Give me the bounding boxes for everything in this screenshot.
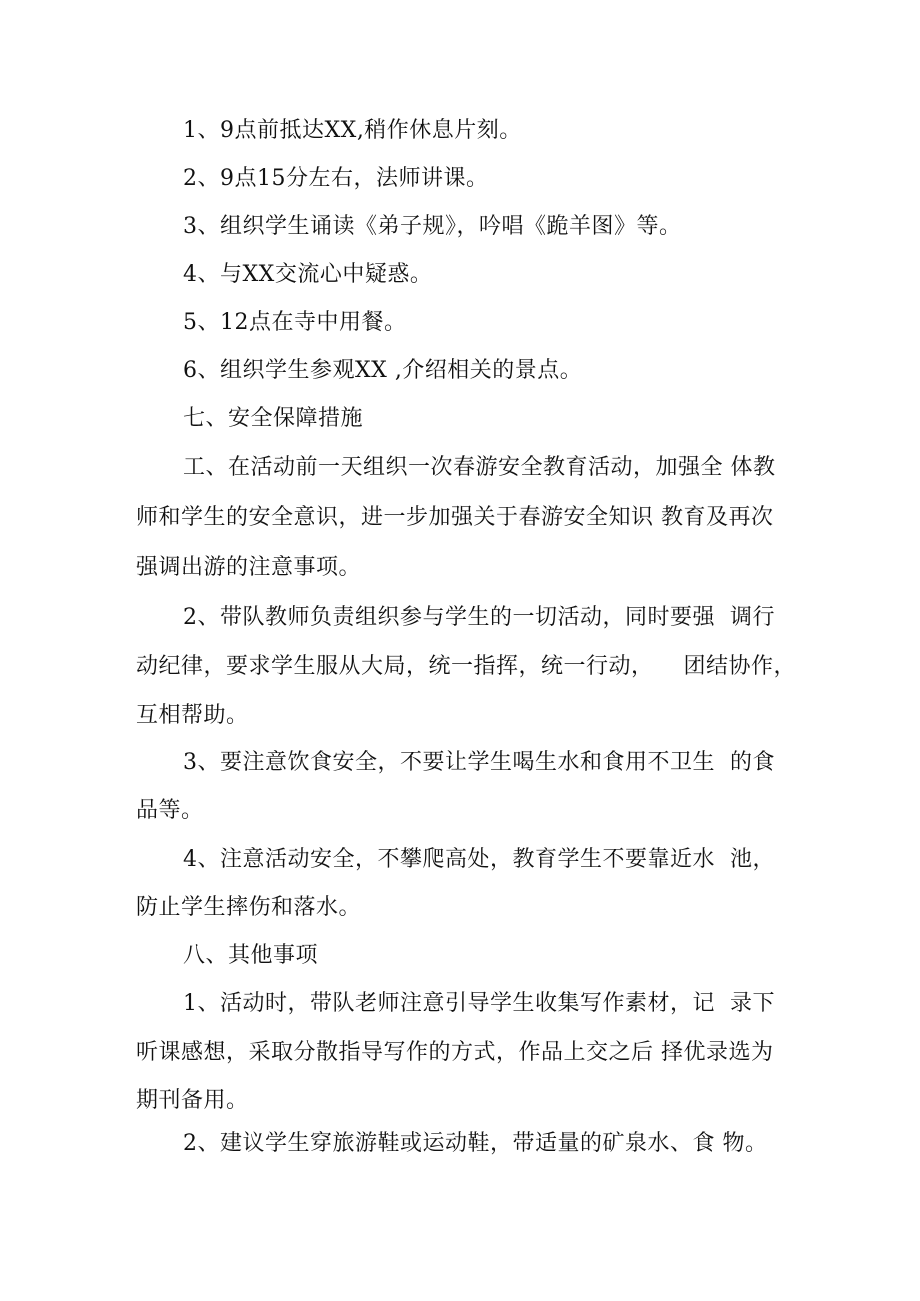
- paragraph-line: 互相帮助。: [136, 703, 249, 728]
- paragraph-line: 3、要注意饮食安全，不要让学生喝生水和食用不卫生 的食: [183, 750, 775, 775]
- section-heading-safety: 七、安全保障措施: [183, 406, 364, 431]
- paragraph-line: 师和学生的安全意识，进一步加强关于春游安全知识 教育及再次: [136, 505, 774, 530]
- list-item-exchange: 4、与XX交流心中疑惑。: [183, 262, 433, 287]
- list-item-recitation: 3、组织学生诵读《弟子规》，吟唱《跪羊图》等。: [183, 214, 682, 239]
- paragraph-line: 工、在活动前一天组织一次春游安全教育活动，加强全 体教: [183, 455, 776, 480]
- paragraph-line: 4、注意活动安全，不攀爬高处，教育学生不要靠近水 池，: [183, 847, 775, 872]
- paragraph-line: 品等。: [136, 798, 204, 823]
- paragraph-line: 强调出游的注意事项。: [136, 555, 362, 580]
- list-item-visit: 6、组织学生参观XX ,介绍相关的景点。: [183, 358, 583, 383]
- paragraph-line: 听课感想，采取分散指导写作的方式，作品上交之后 择优录选为: [136, 1040, 774, 1065]
- paragraph-line: 2、建议学生穿旅游鞋或运动鞋，带适量的矿泉水、食 物。: [183, 1131, 768, 1156]
- list-item-arrival: 1、9点前抵达XX,稍作休息片刻。: [183, 118, 522, 143]
- paragraph-line: 防止学生摔伤和落水。: [136, 895, 362, 920]
- paragraph-line: 1、活动时，带队老师注意引导学生收集写作素材，记 录下: [183, 991, 775, 1016]
- paragraph-line: 动纪律，要求学生服从大局，统一指挥，统一行动， 团结协作，: [136, 654, 796, 679]
- list-item-lunch: 5、12点在寺中用餐。: [183, 310, 407, 335]
- section-heading-other: 八、其他事项: [183, 943, 319, 968]
- paragraph-line: 期刊备用。: [136, 1088, 249, 1113]
- list-item-lecture: 2、9点15分左右，法师讲课。: [183, 166, 489, 191]
- paragraph-line: 2、带队教师负责组织参与学生的一切活动，同时要强 调行: [183, 605, 775, 630]
